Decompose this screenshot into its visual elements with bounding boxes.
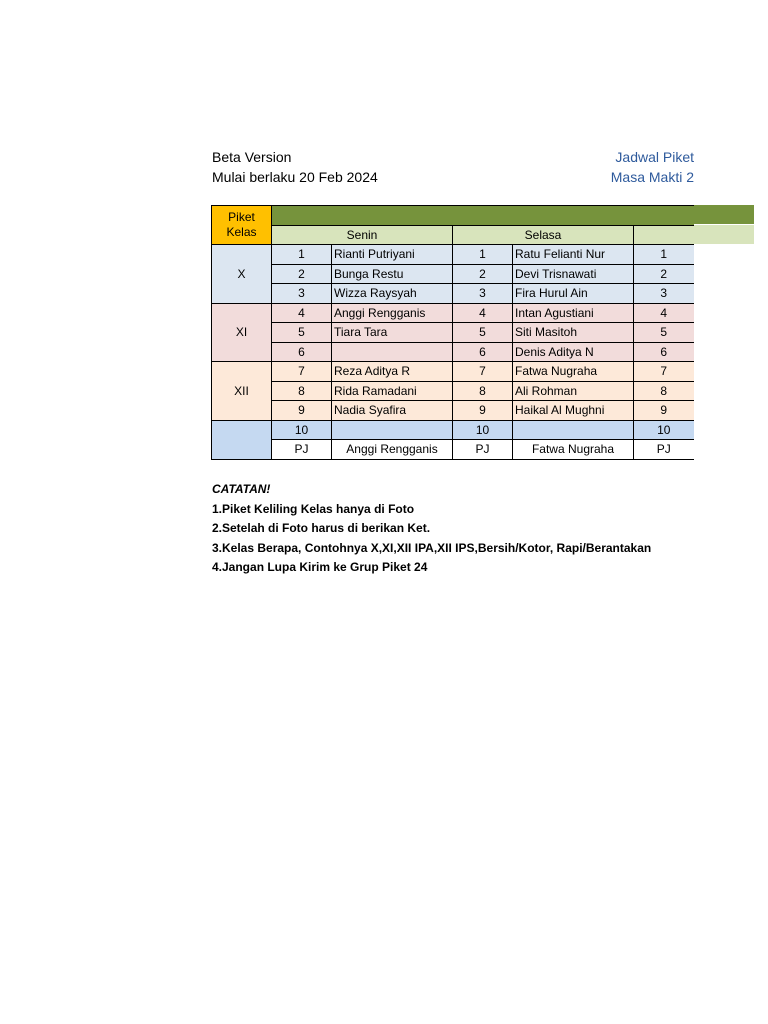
- name-cell: Haikal Al Mughni: [513, 401, 634, 421]
- name-cell: [332, 420, 453, 440]
- name-cell: Siti Masitoh: [513, 323, 634, 343]
- document-header-right: [570, 147, 694, 187]
- name-cell: Rianti Putriyani: [332, 245, 453, 265]
- number-cell: 10: [634, 420, 694, 440]
- version-label: Beta Version: [212, 149, 292, 165]
- pj-label: PJ: [272, 440, 332, 460]
- table-row: [212, 420, 694, 440]
- name-cell: Rida Ramadani: [332, 381, 453, 401]
- number-cell: 8: [453, 381, 513, 401]
- pj-name-senin: Anggi Rengganis: [332, 440, 453, 460]
- number-cell: 7: [272, 362, 332, 382]
- class-label-x: X: [212, 245, 272, 304]
- pj-name-selasa: Fatwa Nugraha: [513, 440, 634, 460]
- pj-label: PJ: [634, 440, 694, 460]
- number-cell: 7: [634, 362, 694, 382]
- table-title-bar: [272, 206, 694, 226]
- number-cell: 2: [272, 264, 332, 284]
- table-row: [212, 245, 694, 265]
- number-cell: 3: [272, 284, 332, 304]
- note-item: 3.Kelas Berapa, Contohnya X,XI,XII IPA,XII IPS,Bersih/Kotor, Rapi/Berantakan: [212, 540, 652, 555]
- number-cell: 9: [272, 401, 332, 421]
- number-cell: 5: [634, 323, 694, 343]
- class-label-blank: [212, 420, 272, 459]
- number-cell: 6: [453, 342, 513, 362]
- day-header-next: [634, 225, 694, 245]
- number-cell: 4: [453, 303, 513, 323]
- name-cell: Bunga Restu: [332, 264, 453, 284]
- schedule-title: Jadwal Piket: [615, 149, 694, 165]
- piket-kelas-header: [212, 206, 272, 245]
- name-cell: Wizza Raysyah: [332, 284, 453, 304]
- note-item: 2.Setelah di Foto harus di berikan Ket.: [212, 521, 431, 535]
- name-cell: Ali Rohman: [513, 381, 634, 401]
- name-cell: [513, 420, 634, 440]
- day-header-senin: Senin: [272, 225, 453, 245]
- notes-section: [212, 480, 651, 578]
- number-cell: 8: [634, 381, 694, 401]
- schedule-subtitle: Masa Makti 2: [610, 169, 694, 185]
- name-cell: Denis Aditya N: [513, 342, 634, 362]
- name-cell: Fatwa Nugraha: [513, 362, 634, 382]
- name-cell: [332, 342, 453, 362]
- number-cell: 1: [453, 245, 513, 265]
- number-cell: 5: [272, 323, 332, 343]
- table-row: [212, 323, 694, 343]
- number-cell: 10: [272, 420, 332, 440]
- document-header-left: [212, 147, 378, 187]
- piket-schedule-table: [211, 205, 694, 460]
- number-cell: 8: [272, 381, 332, 401]
- name-cell: Devi Trisnawati: [513, 264, 634, 284]
- number-cell: 7: [453, 362, 513, 382]
- day-header-overflow: [694, 225, 754, 244]
- effective-date: Mulai berlaku 20 Feb 2024: [212, 169, 378, 185]
- number-cell: 4: [634, 303, 694, 323]
- table-row: [212, 381, 694, 401]
- number-cell: 6: [634, 342, 694, 362]
- name-cell: Intan Agustiani: [513, 303, 634, 323]
- number-cell: 1: [272, 245, 332, 265]
- number-cell: 4: [272, 303, 332, 323]
- name-cell: Anggi Rengganis: [332, 303, 453, 323]
- name-cell: Fira Hurul Ain: [513, 284, 634, 304]
- number-cell: 1: [634, 245, 694, 265]
- number-cell: 5: [453, 323, 513, 343]
- table-row: [212, 342, 694, 362]
- class-label-xi: XI: [212, 303, 272, 362]
- table-row: [212, 362, 694, 382]
- number-cell: 9: [634, 401, 694, 421]
- number-cell: 3: [453, 284, 513, 304]
- number-cell: 3: [634, 284, 694, 304]
- note-item: 1.Piket Keliling Kelas hanya di Foto: [212, 501, 415, 516]
- note-item: 4.Jangan Lupa Kirim ke Grup Piket 24: [212, 560, 428, 574]
- day-header-selasa: Selasa: [453, 225, 634, 245]
- pj-label: PJ: [453, 440, 513, 460]
- corner-label-line1: Piket: [228, 210, 255, 224]
- table-row: [212, 303, 694, 323]
- number-cell: 6: [272, 342, 332, 362]
- title-bar-overflow: [694, 205, 754, 224]
- table-row: [212, 284, 694, 304]
- table-row: [212, 401, 694, 421]
- pj-row: [212, 440, 694, 460]
- number-cell: 10: [453, 420, 513, 440]
- notes-title: CATATAN!: [212, 482, 271, 496]
- number-cell: 2: [634, 264, 694, 284]
- name-cell: Ratu Felianti Nur: [513, 245, 634, 265]
- corner-label-line2: Kelas: [226, 225, 257, 239]
- number-cell: 9: [453, 401, 513, 421]
- number-cell: 2: [453, 264, 513, 284]
- name-cell: Tiara Tara: [332, 323, 453, 343]
- name-cell: Reza Aditya R: [332, 362, 453, 382]
- table-row: [212, 264, 694, 284]
- class-label-xii: XII: [212, 362, 272, 421]
- name-cell: Nadia Syafira: [332, 401, 453, 421]
